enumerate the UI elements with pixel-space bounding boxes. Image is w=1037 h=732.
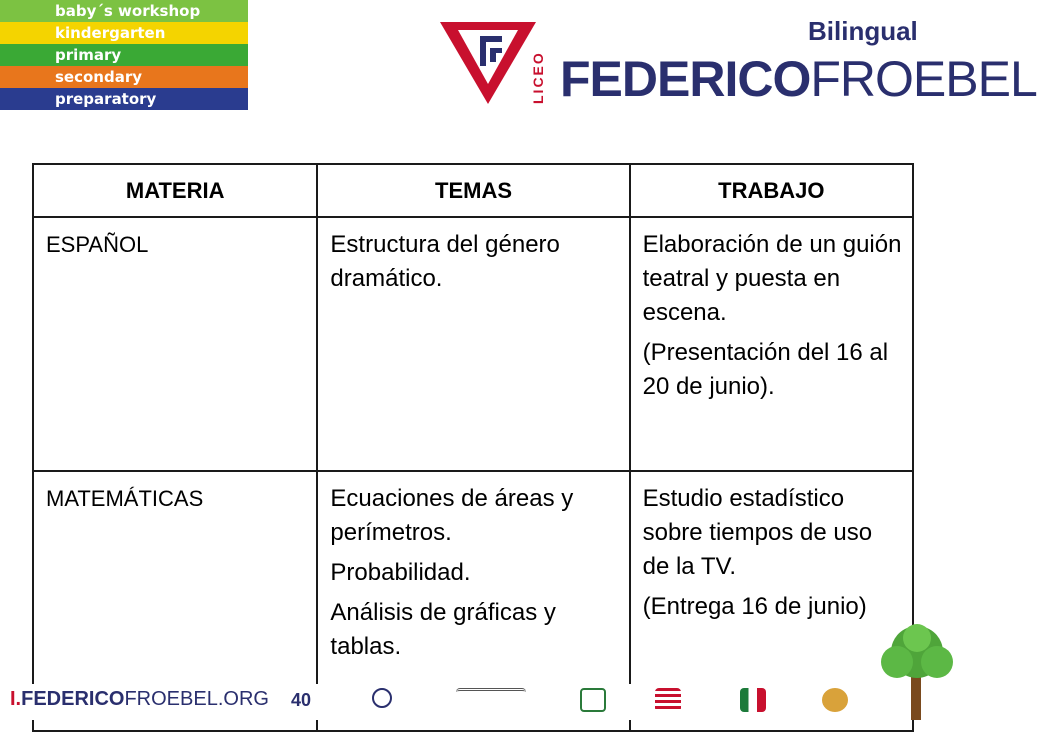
tree-icon (875, 622, 960, 720)
footer-website-link[interactable] (10, 688, 269, 711)
affiliate-logo-icon (372, 688, 392, 708)
level-primary[interactable] (0, 44, 248, 66)
temas-text: Análisis de gráficas y tablas. (330, 599, 556, 660)
cell-temas (317, 217, 629, 471)
cell-trabajo (630, 217, 913, 471)
temas-text: Estructura del género dramático. (330, 231, 560, 292)
level-label: secondary (55, 68, 143, 86)
logo-name-light: FROEBEL (810, 51, 1037, 107)
materia-text: MATEMÁTICAS (46, 486, 204, 511)
trabajo-date-text: (Presentación del 16 al 20 de junio). (642, 339, 889, 400)
emblem-icon (822, 688, 848, 712)
footer-site-light: FROEBEL.ORG (124, 688, 269, 710)
usa-flag-icon (655, 688, 681, 712)
temas-text: Probabilidad. (330, 559, 471, 586)
levels-banner (0, 0, 248, 110)
table-header-row (33, 164, 913, 217)
cell-materia (33, 217, 317, 471)
trabajo-text: Elaboración de un guión teatral y puesta en escena. (642, 231, 902, 326)
certification-logo-icon (580, 688, 606, 712)
anniversary-badge-text: 40 (290, 690, 312, 710)
header-materia: MATERIA (33, 164, 317, 217)
logo-name-bold: FEDERICO (560, 51, 811, 107)
trabajo-date-text: (Entrega 16 de junio) (642, 593, 867, 620)
school-logo-triangle-icon (438, 20, 538, 106)
anniversary-40-icon (288, 688, 314, 712)
materia-text: ESPAÑOL (46, 232, 149, 257)
level-label: kindergarten (55, 24, 166, 42)
logo-school-name (560, 50, 1037, 108)
mexico-flag-icon (740, 688, 766, 712)
level-babys-workshop[interactable] (0, 0, 248, 22)
level-label: preparatory (55, 90, 157, 108)
footer-site-bold: FEDERICO (21, 688, 125, 710)
level-label: primary (55, 46, 122, 64)
level-label: baby´s workshop (55, 2, 201, 20)
header-temas: TEMAS (317, 164, 629, 217)
sep-logo-icon (456, 688, 526, 706)
header-trabajo: TRABAJO (630, 164, 913, 217)
level-kindergarten[interactable] (0, 22, 248, 44)
footer-site-prefix: I. (10, 688, 22, 710)
logo-liceo-text: LICEO (530, 51, 546, 104)
logo-bilingual-text: Bilingual (808, 16, 918, 46)
temas-text: Ecuaciones de áreas y perímetros. (330, 485, 574, 546)
trabajo-text: Estudio estadístico sobre tiempos de uso de la TV. (642, 485, 873, 580)
table-row (33, 217, 913, 471)
level-secondary[interactable] (0, 66, 248, 88)
subjects-table (32, 163, 914, 732)
level-preparatory[interactable] (0, 88, 248, 110)
